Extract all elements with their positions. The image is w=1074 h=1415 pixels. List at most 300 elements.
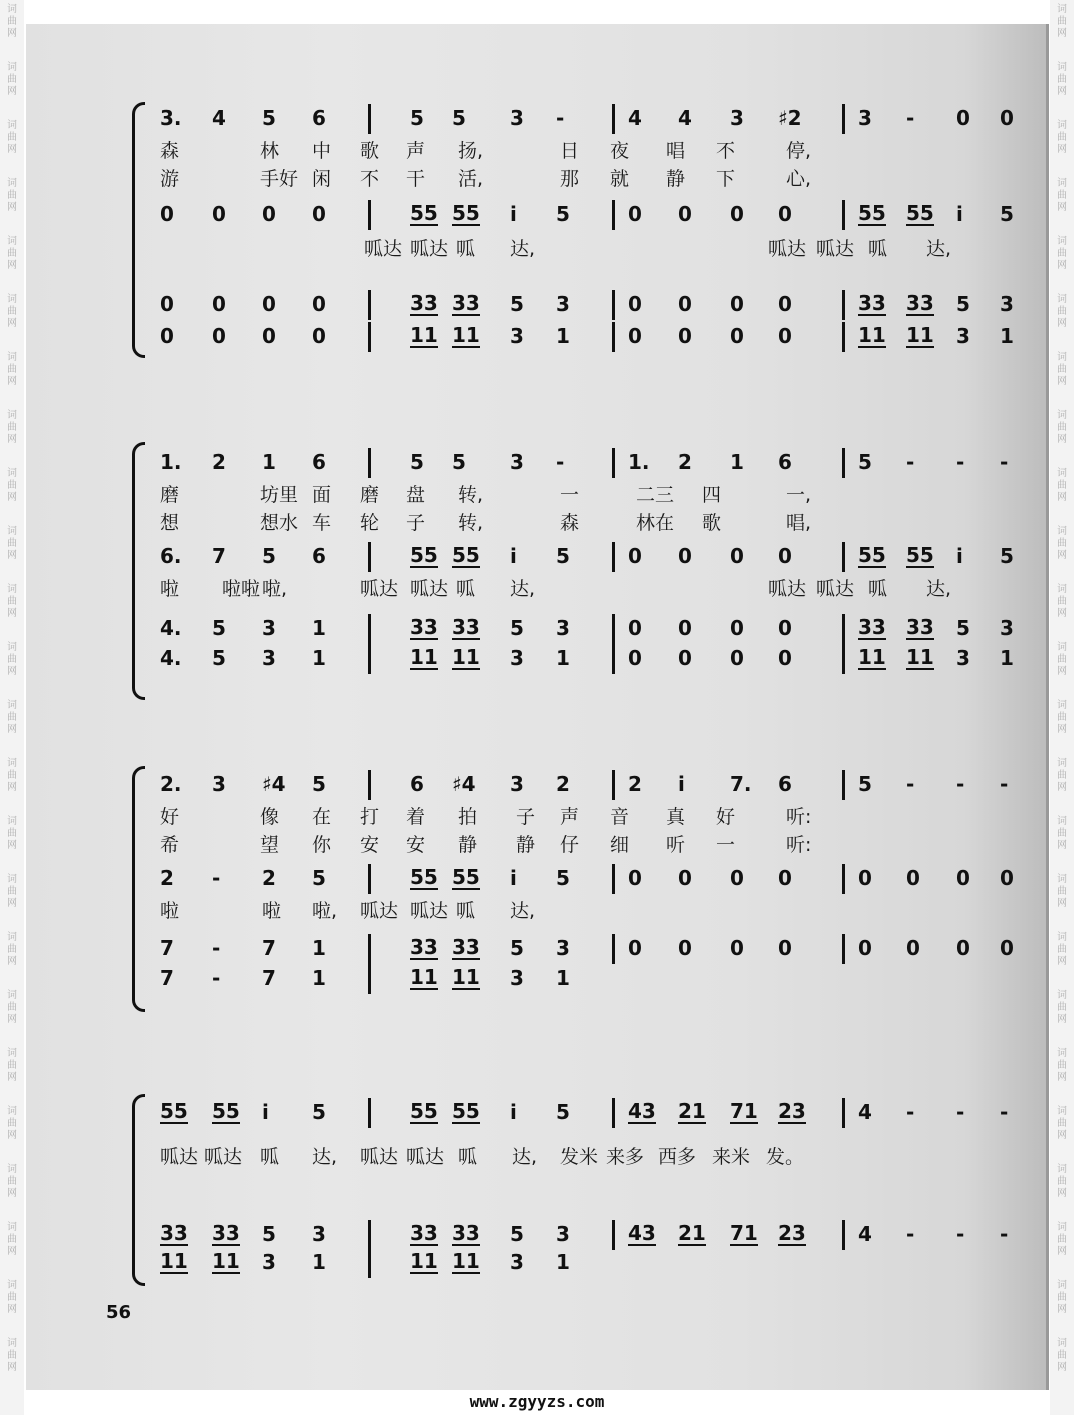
- note-token: 0: [778, 324, 792, 348]
- note-token: 55: [160, 1099, 188, 1123]
- lyric-syllable: 音: [610, 806, 630, 828]
- note-token: 0: [730, 544, 744, 568]
- watermark-text: 词 曲 网: [1057, 1338, 1067, 1373]
- score-row: [26, 616, 1046, 650]
- note-token: i: [510, 866, 517, 890]
- lyric-syllable: 呱达: [406, 1146, 445, 1168]
- lyric-syllable: 扬,: [458, 140, 484, 162]
- watermark-text: 词 曲 网: [1057, 410, 1067, 445]
- lyric-syllable: 想: [160, 512, 180, 534]
- note-token: 0: [956, 106, 970, 130]
- bar-line: [368, 770, 371, 800]
- note-token: 55: [452, 201, 480, 225]
- note-token: -: [212, 966, 221, 990]
- lyric-syllable: 盘: [406, 484, 426, 506]
- note-token: -: [956, 1222, 965, 1246]
- lyric-syllable: 森: [160, 140, 180, 162]
- lyric-syllable: 呱达: [410, 578, 449, 600]
- lyric-syllable: 手好: [260, 168, 299, 190]
- note-token: i: [678, 772, 685, 796]
- bar-line: [368, 104, 371, 134]
- note-token: 0: [678, 544, 692, 568]
- lyric-syllable: 呱: [868, 238, 888, 260]
- bar-line: [368, 542, 371, 572]
- watermark-text: 词 曲 网: [7, 816, 17, 851]
- lyric-syllable: 达,: [926, 238, 952, 260]
- note-token: 0: [778, 936, 792, 960]
- bar-line: [842, 934, 845, 964]
- lyric-syllable: 下: [716, 168, 736, 190]
- score-row: [26, 1100, 1046, 1134]
- lyric-syllable: 唱: [666, 140, 686, 162]
- watermark-text: 词 曲 网: [7, 1048, 17, 1083]
- note-token: 55: [410, 1099, 438, 1123]
- note-token: 0: [858, 936, 872, 960]
- lyric-syllable: 你: [312, 834, 332, 856]
- bar-line: [612, 644, 615, 674]
- note-token: 3: [510, 966, 524, 990]
- score-row: [26, 202, 1046, 236]
- score-row: [26, 772, 1046, 806]
- watermark-text: 词 曲 网: [1057, 1280, 1067, 1315]
- note-token: 7.: [730, 772, 752, 796]
- note-token: 4: [858, 1100, 872, 1124]
- note-token: -: [212, 936, 221, 960]
- note-token: -: [212, 866, 221, 890]
- note-token: 3: [556, 616, 570, 640]
- note-token: 33: [452, 935, 480, 959]
- note-token: 6: [312, 544, 326, 568]
- note-token: 6: [410, 772, 424, 796]
- note-token: 0: [678, 324, 692, 348]
- lyric-syllable: 林在: [636, 512, 675, 534]
- note-token: 0: [628, 646, 642, 670]
- note-token: 0: [628, 202, 642, 226]
- lyric-syllable: 发米: [560, 1146, 599, 1168]
- watermark-text: 词 曲 网: [7, 932, 17, 967]
- bar-line: [612, 322, 615, 352]
- note-token: -: [556, 106, 565, 130]
- bar-line: [612, 290, 615, 320]
- note-token: 3: [312, 1222, 326, 1246]
- note-token: -: [956, 772, 965, 796]
- lyric-syllable: 西多: [658, 1146, 697, 1168]
- lyric-syllable: 细: [610, 834, 630, 856]
- note-token: 0: [730, 202, 744, 226]
- note-token: 4: [628, 106, 642, 130]
- note-token: 1: [556, 324, 570, 348]
- note-token: 0: [160, 324, 174, 348]
- note-token: 6: [778, 450, 792, 474]
- lyric-syllable: 好: [160, 806, 180, 828]
- lyric-syllable: 一: [716, 834, 736, 856]
- lyric-syllable: 转,: [458, 512, 484, 534]
- lyric-syllable: 呱达: [768, 238, 807, 260]
- note-token: 55: [906, 543, 934, 567]
- bar-line: [612, 864, 615, 894]
- lyric-syllable: 望: [260, 834, 280, 856]
- lyric-syllable: 静: [666, 168, 686, 190]
- note-token: 5: [262, 544, 276, 568]
- note-token: 0: [678, 866, 692, 890]
- note-token: -: [906, 772, 915, 796]
- note-token: 3: [956, 324, 970, 348]
- lyric-syllable: 活,: [458, 168, 484, 190]
- note-token: 5: [556, 544, 570, 568]
- note-token: 2: [678, 450, 692, 474]
- score-row: [26, 936, 1046, 970]
- lyric-syllable: 达,: [510, 578, 536, 600]
- note-token: 5: [410, 450, 424, 474]
- note-token: 2.: [160, 772, 182, 796]
- note-token: 5: [510, 616, 524, 640]
- lyric-syllable: 达,: [312, 1146, 338, 1168]
- note-token: 1: [1000, 324, 1014, 348]
- bar-line: [612, 200, 615, 230]
- watermark-text: 词 曲 网: [7, 236, 17, 271]
- lyric-syllable: 坊里: [260, 484, 299, 506]
- note-token: 7: [160, 966, 174, 990]
- watermark-text: 词 曲 网: [1057, 236, 1067, 271]
- note-token: -: [956, 450, 965, 474]
- note-token: ♯4: [452, 772, 476, 796]
- note-token: 21: [678, 1099, 706, 1123]
- note-token: 0: [628, 936, 642, 960]
- lyric-syllable: 来米: [712, 1146, 751, 1168]
- note-token: 43: [628, 1099, 656, 1123]
- note-token: 55: [906, 201, 934, 225]
- note-token: 3.: [160, 106, 182, 130]
- note-token: 1: [262, 450, 276, 474]
- bar-line: [842, 1098, 845, 1128]
- bar-line: [842, 104, 845, 134]
- note-token: 23: [778, 1099, 806, 1123]
- lyric-syllable: 二三: [636, 484, 675, 506]
- watermark-text: 词 曲 网: [1057, 62, 1067, 97]
- note-token: -: [906, 450, 915, 474]
- bar-line: [368, 934, 371, 964]
- note-token: 3: [730, 106, 744, 130]
- watermark-text: 词 曲 网: [1057, 758, 1067, 793]
- note-token: 11: [160, 1249, 188, 1273]
- note-token: 3: [956, 646, 970, 670]
- note-token: 11: [452, 1249, 480, 1273]
- note-token: 71: [730, 1099, 758, 1123]
- note-token: -: [906, 1100, 915, 1124]
- watermark-text: 词 曲 网: [1057, 874, 1067, 909]
- lyric-syllable: 面: [312, 484, 332, 506]
- note-token: 5: [556, 866, 570, 890]
- bar-line: [368, 614, 371, 644]
- lyric-syllable: 啦,: [312, 900, 338, 922]
- score-row: [26, 1250, 1046, 1284]
- lyric-syllable: 听:: [786, 834, 812, 856]
- note-token: 6: [778, 772, 792, 796]
- lyric-syllable: 达,: [510, 238, 536, 260]
- note-token: 71: [730, 1221, 758, 1245]
- note-token: 1: [312, 616, 326, 640]
- bar-line: [842, 644, 845, 674]
- watermark-text: 词 曲 网: [1057, 294, 1067, 329]
- note-token: 0: [730, 616, 744, 640]
- note-token: i: [510, 202, 517, 226]
- note-token: 5: [1000, 544, 1014, 568]
- lyric-syllable: 声: [560, 806, 580, 828]
- lyric-syllable: 呱: [456, 900, 476, 922]
- lyric-syllable: 一,: [786, 484, 812, 506]
- note-token: 3: [510, 646, 524, 670]
- note-token: 1: [730, 450, 744, 474]
- watermark-text: 词 曲 网: [7, 874, 17, 909]
- note-token: 3: [262, 616, 276, 640]
- note-token: 0: [212, 324, 226, 348]
- note-token: 5: [858, 772, 872, 796]
- note-token: 1: [312, 936, 326, 960]
- note-token: 3: [556, 292, 570, 316]
- note-token: 0: [1000, 936, 1014, 960]
- lyric-syllable: 不: [360, 168, 380, 190]
- note-token: 55: [410, 543, 438, 567]
- score-row: [26, 866, 1046, 900]
- bar-line: [368, 644, 371, 674]
- score-row: [26, 966, 1046, 1000]
- note-token: 0: [262, 292, 276, 316]
- bar-line: [368, 1220, 371, 1250]
- bar-line: [612, 770, 615, 800]
- note-token: i: [262, 1100, 269, 1124]
- lyric-syllable: 在: [312, 806, 332, 828]
- note-token: 23: [778, 1221, 806, 1245]
- note-token: ♯2: [778, 106, 802, 130]
- lyric-syllable: 轮: [360, 512, 380, 534]
- note-token: 4: [678, 106, 692, 130]
- bar-line: [612, 1098, 615, 1128]
- note-token: 0: [160, 202, 174, 226]
- lyric-syllable: 希: [160, 834, 180, 856]
- watermark-text: 词 曲 网: [1057, 816, 1067, 851]
- watermark-text: 词 曲 网: [1057, 642, 1067, 677]
- lyric-syllable: 来多: [606, 1146, 645, 1168]
- note-token: 33: [452, 1221, 480, 1245]
- note-token: 1: [312, 1250, 326, 1274]
- note-token: 5: [312, 772, 326, 796]
- note-token: 0: [628, 324, 642, 348]
- note-token: 0: [678, 202, 692, 226]
- score-row: [26, 830, 1046, 864]
- lyric-syllable: 森: [560, 512, 580, 534]
- note-token: 6: [312, 106, 326, 130]
- note-token: 0: [312, 324, 326, 348]
- lyric-syllable: 就: [610, 168, 630, 190]
- lyric-syllable: 日: [560, 140, 580, 162]
- left-watermark-strip: [0, 0, 24, 1415]
- lyric-syllable: 夜: [610, 140, 630, 162]
- note-token: 3: [858, 106, 872, 130]
- note-token: 5: [956, 292, 970, 316]
- lyric-syllable: 子: [516, 806, 536, 828]
- score-row: [26, 896, 1046, 930]
- note-token: 55: [858, 201, 886, 225]
- note-token: 4.: [160, 616, 182, 640]
- note-token: 33: [410, 291, 438, 315]
- lyric-syllable: 车: [312, 512, 332, 534]
- note-token: i: [510, 1100, 517, 1124]
- watermark-text: 词 曲 网: [1057, 1222, 1067, 1257]
- note-token: 2: [262, 866, 276, 890]
- note-token: 3: [1000, 292, 1014, 316]
- note-token: 33: [906, 615, 934, 639]
- lyric-syllable: 子: [406, 512, 426, 534]
- lyric-syllable: 林: [260, 140, 280, 162]
- watermark-text: 词 曲 网: [7, 584, 17, 619]
- lyric-syllable: 闲: [312, 168, 332, 190]
- lyric-syllable: 游: [160, 168, 180, 190]
- score-row: [26, 508, 1046, 542]
- note-token: 0: [956, 936, 970, 960]
- lyric-syllable: 静: [516, 834, 536, 856]
- note-token: 5: [212, 646, 226, 670]
- note-token: 7: [160, 936, 174, 960]
- watermark-text: 词 曲 网: [7, 700, 17, 735]
- note-token: 5: [956, 616, 970, 640]
- note-token: 33: [452, 291, 480, 315]
- watermark-text: 词 曲 网: [7, 4, 17, 39]
- note-token: 7: [262, 936, 276, 960]
- note-token: -: [1000, 1100, 1009, 1124]
- note-token: 1: [312, 966, 326, 990]
- bar-line: [368, 322, 371, 352]
- note-token: 5: [510, 936, 524, 960]
- note-token: 1: [556, 646, 570, 670]
- note-token: 11: [906, 645, 934, 669]
- note-token: 0: [778, 866, 792, 890]
- note-token: 5: [858, 450, 872, 474]
- note-token: 11: [858, 645, 886, 669]
- bar-line: [842, 448, 845, 478]
- note-token: 0: [906, 866, 920, 890]
- note-token: -: [906, 106, 915, 130]
- footer-url: www.zgyyzs.com: [469, 1392, 605, 1411]
- note-token: 1: [556, 966, 570, 990]
- bar-line: [842, 322, 845, 352]
- note-token: 0: [730, 936, 744, 960]
- note-token: 5: [510, 292, 524, 316]
- note-token: 5: [312, 866, 326, 890]
- lyric-syllable: 真: [666, 806, 686, 828]
- bar-line: [842, 290, 845, 320]
- lyric-syllable: 四: [702, 484, 722, 506]
- note-token: 1.: [628, 450, 650, 474]
- lyric-syllable: 听: [666, 834, 686, 856]
- note-token: 0: [730, 866, 744, 890]
- watermark-text: 词 曲 网: [7, 294, 17, 329]
- watermark-text: 词 曲 网: [1057, 932, 1067, 967]
- note-token: 3: [212, 772, 226, 796]
- bar-line: [368, 200, 371, 230]
- note-token: 3: [1000, 616, 1014, 640]
- watermark-text: 词 曲 网: [1057, 4, 1067, 39]
- note-token: 3: [556, 1222, 570, 1246]
- bar-line: [368, 1248, 371, 1278]
- note-token: 33: [452, 615, 480, 639]
- lyric-syllable: 呱: [456, 238, 476, 260]
- note-token: 3: [510, 772, 524, 796]
- note-token: 55: [452, 1099, 480, 1123]
- note-token: 0: [628, 616, 642, 640]
- note-token: 0: [730, 292, 744, 316]
- lyric-syllable: 一: [560, 484, 580, 506]
- bar-line: [368, 290, 371, 320]
- lyric-syllable: 呱达: [364, 238, 403, 260]
- note-token: 33: [410, 935, 438, 959]
- lyric-syllable: 呱: [868, 578, 888, 600]
- watermark-text: 词 曲 网: [7, 526, 17, 561]
- note-token: 7: [262, 966, 276, 990]
- watermark-text: 词 曲 网: [7, 352, 17, 387]
- note-token: 1: [556, 1250, 570, 1274]
- note-token: i: [956, 202, 963, 226]
- watermark-text: 词 曲 网: [7, 62, 17, 97]
- bar-line: [368, 1098, 371, 1128]
- note-token: 5: [556, 202, 570, 226]
- note-token: 5: [312, 1100, 326, 1124]
- lyric-syllable: 不: [716, 140, 736, 162]
- lyric-syllable: 啦: [160, 578, 180, 600]
- note-token: -: [1000, 450, 1009, 474]
- note-token: 0: [678, 936, 692, 960]
- note-token: 11: [452, 645, 480, 669]
- watermark-text: 词 曲 网: [1057, 526, 1067, 561]
- note-token: 2: [628, 772, 642, 796]
- note-token: 11: [410, 645, 438, 669]
- note-token: 11: [452, 323, 480, 347]
- note-token: 2: [160, 866, 174, 890]
- watermark-text: 词 曲 网: [1057, 990, 1067, 1025]
- note-token: 0: [678, 292, 692, 316]
- score-row: [26, 324, 1046, 358]
- note-token: 5: [262, 106, 276, 130]
- note-token: 11: [410, 1249, 438, 1273]
- note-token: 55: [410, 865, 438, 889]
- score-row: [26, 574, 1046, 608]
- watermark-text: 词 曲 网: [7, 120, 17, 155]
- note-token: 0: [778, 292, 792, 316]
- bar-line: [612, 934, 615, 964]
- lyric-syllable: 达,: [926, 578, 952, 600]
- watermark-text: 词 曲 网: [1057, 1048, 1067, 1083]
- lyric-syllable: 啦: [160, 900, 180, 922]
- lyric-syllable: 歌: [702, 512, 722, 534]
- note-token: 55: [410, 201, 438, 225]
- lyric-syllable: 仔: [560, 834, 580, 856]
- lyric-syllable: 安: [406, 834, 426, 856]
- bar-line: [842, 200, 845, 230]
- note-token: 0: [262, 324, 276, 348]
- note-token: 33: [906, 291, 934, 315]
- note-token: 5: [510, 1222, 524, 1246]
- note-token: 33: [858, 615, 886, 639]
- watermark-text: 词 曲 网: [1057, 1106, 1067, 1141]
- note-token: 0: [730, 646, 744, 670]
- lyric-syllable: 磨: [360, 484, 380, 506]
- note-token: 0: [778, 616, 792, 640]
- bar-line: [368, 448, 371, 478]
- note-token: 5: [262, 1222, 276, 1246]
- note-token: 4.: [160, 646, 182, 670]
- note-token: 55: [452, 865, 480, 889]
- watermark-text: 词 曲 网: [7, 1222, 17, 1257]
- note-token: 11: [858, 323, 886, 347]
